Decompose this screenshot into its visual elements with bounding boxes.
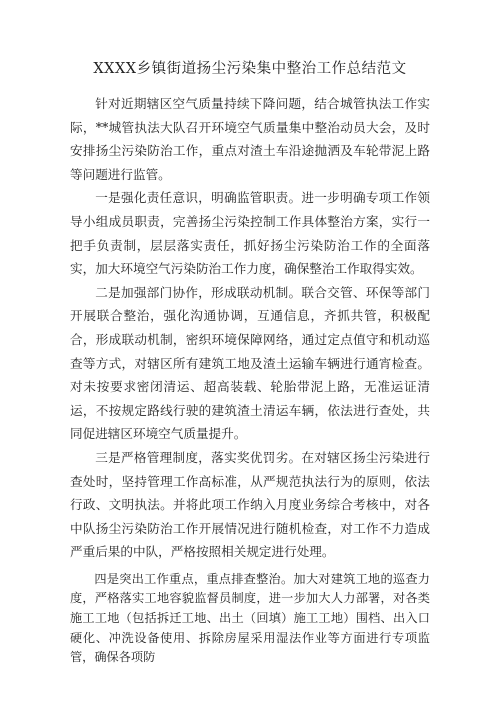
paragraph-cooperation: 二是加强部门协作，形成联动机制。联合交管、环保等部门开展联合整治，强化沟通协调，互通信息，齐抓共管，积极配合，形成联动机制，密织环境保障网络，通过定点值守和机动巡查等方式，对辖区所有建筑工地及渣土运输车辆进行通宵检查。对未按要求密闭清运、超高装载、轮胎带泥上路，无准运证清运，不按规定路线行驶的建筑渣土清运车辆，依法进行查处，共同促进辖区环境空气质量提升。 xyxy=(70,284,430,442)
document-title: XXXX乡镇街道扬尘污染集中整治工作总结范文 xyxy=(93,61,407,77)
paragraph-key-inspection: 四是突出工作重点，重点排查整治。加大对建筑工地的巡查力度，严格落实工地容貌监督员制度，进一步加大人力部署，对各类施工工地（包括拆迁工地、出土（回填）施工工地）围档、出入口硬化、冲洗设备使用、拆除房屋采用湿法作业等方面进行专项监管，确保各项防 xyxy=(70,571,430,665)
paragraph-responsibility: 一是强化责任意识，明确监管职责。进一步明确专项工作领导小组成员职责，完善扬尘污染控制工作具体整治方案，实行一把手负责制，层层落实责任，抓好扬尘污染防治工作的全面落实，加大环境空气污染防治工作力度，确保整治工作取得实效。 xyxy=(70,190,430,277)
paragraph-management: 三是严格管理制度，落实奖优罚劣。在对辖区扬尘污染进行查处时，坚持管理工作高标准，从严规范执法行为的原则，依法行政、文明执法。并将此项工作纳入月度业务综合考核中，对各中队扬尘污染防治工作开展情况进行随机检查，对工作不力造成严重后果的中队，严格按照相关规定进行处理。 xyxy=(70,449,430,560)
paragraph-intro: 针对近期辖区空气质量持续下降问题，结合城管执法工作实际，**城管执法大队召开环境空气质量集中整治动员大会，及时安排扬尘污染防治工作，重点对渣土车沿途抛洒及车轮带泥上路等问题进行监管。 xyxy=(70,96,430,182)
